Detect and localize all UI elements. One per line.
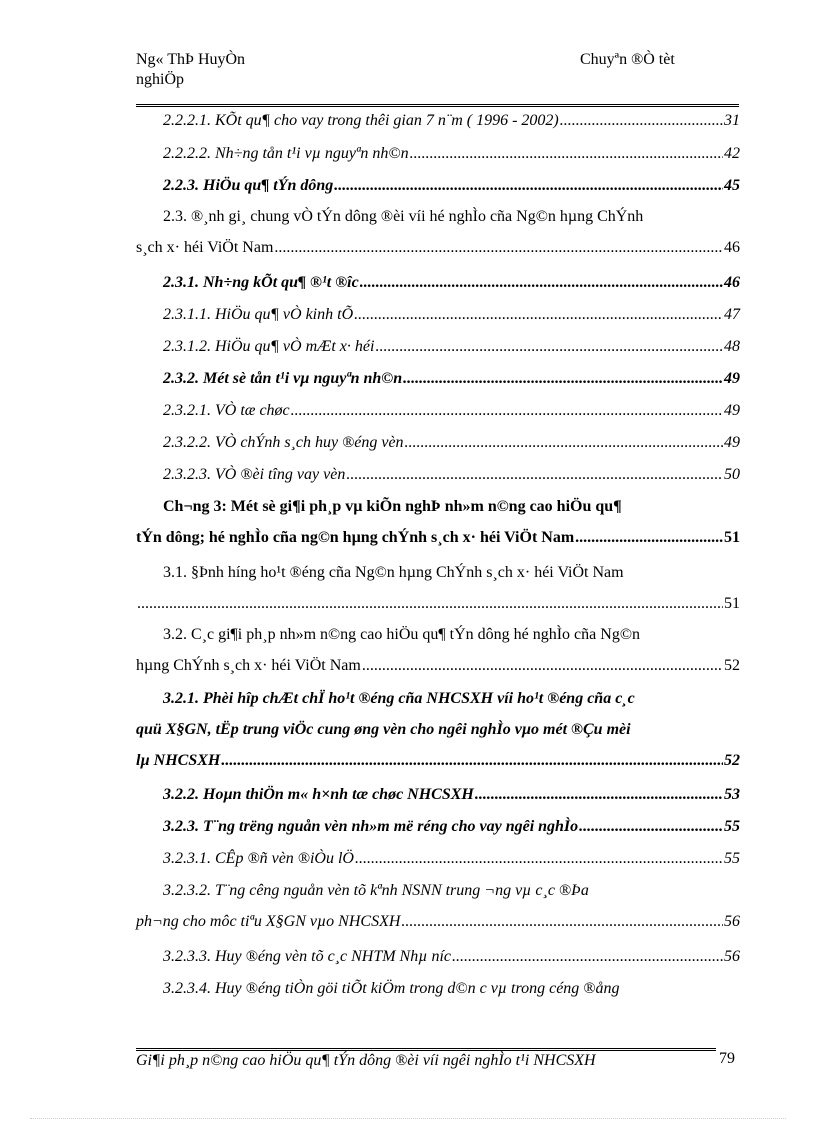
toc-entry: 2.3.1.2. HiÖu qu¶ vÒ mÆt x· héi ..... 48 [136,338,740,356]
toc-entry: 2.3. ®¸nh gi¸ chung vÒ tÝn dông ®èi víi hé nghÌo cña Ng©n hµng ChÝnh s¸ch x· héi ViÖt Nam ..... 46 [136,208,740,257]
toc-entry-chapter: Ch¬ng 3: Mét sè gi¶i ph¸p vµ kiÕn nghÞ nh»m n©ng cao hiÖu qu¶ tÝn dông; hé nghÌo cña ng©n hµng chÝnh s¸ch x· héi ViÖt Nam ..... 51 [136,498,740,547]
toc-entry: 2.2.2.1. KÕt qu¶ cho vay trong thêi gian 7 n¨m ( 1996 - 2002) ..... 31 [136,112,740,130]
toc-entry: 2.3.2.3. VÒ ®èi tîng vay vèn ..... 50 [136,466,740,484]
toc-entry: 3.2.1. Phèi hîp chÆt chÏ ho¹t ®éng cña NHCSXH víi ho¹t ®éng cña c¸c quü X§GN, tËp trung viÖc cung øng vèn cho ngêi nghÌo vµo mét ®Çu mèi lµ NHCSXH ..... 52 [136,690,740,770]
toc-entry: 3.2.3.4. Huy ®éng tiÒn göi tiÕt kiÖm trong d©n c vµ trong céng ®ång [163,980,620,997]
toc-entry: 2.2.3. HiÖu qu¶ tÝn dông ..... 45 [136,177,740,195]
toc-entry: 2.3.2.1. VÒ tæ chøc ..... 49 [136,402,740,420]
page-header [136,50,736,106]
toc-entry: 2.3.1.1. HiÖu qu¶ vÒ kinh tÕ ..... 47 [136,306,740,324]
page-edge [30,1118,786,1119]
toc-entry: 3.2.3.1. CÊp ®ñ vèn ®iÒu lÖ ..... 55 [136,850,740,868]
footer-rule [136,1048,716,1051]
toc-entry: 3.2.3.2. T¨ng cêng nguån vèn tõ kªnh NSNN trung ¬ng vµ c¸c ®Þa ph¬ng cho môc tiªu X§GN vµo NHCSXH ..... 56 [136,882,740,931]
toc-entry: 3.2.3.3. Huy ®éng vèn tõ c¸c NHTM Nhµ níc ..... 56 [136,948,740,966]
toc-entry: 3.1. §Þnh híng ho¹t ®éng cña Ng©n hµng ChÝnh s¸ch x· héi ViÖt Nam ..... 51 [136,564,740,613]
toc-entry: 2.3.2. Mét sè tån t¹i vµ nguyªn nh©n ..... 49 [136,370,740,388]
header-author-line2: nghiÖp [136,71,184,88]
page-number: 79 [719,1050,735,1067]
header-rule [136,104,739,107]
toc-entry: 3.2. C¸c gi¶i ph¸p nh»m n©ng cao hiÖu qu¶ tÝn dông hé nghÌo cña Ng©n hµng ChÝnh s¸ch x· héi ViÖt Nam ..... 52 [136,626,740,675]
toc-entry: 2.3.1. Nh÷ng kÕt qu¶ ®¹t ®îc ..... 46 [136,274,740,292]
header-doc-type: Chuyªn ®Ò tèt [580,51,675,68]
toc-entry: 3.2.3. T¨ng trëng nguån vèn nh»m më réng cho vay ngêi nghÌo ..... 55 [136,818,740,836]
header-author [136,50,336,90]
toc-entry: 2.2.2.2. Nh÷ng tån t¹i vµ nguyªn nh©n ..... 42 [136,145,740,163]
toc-entry: 2.3.2.2. VÒ chÝnh s¸ch huy ®éng vèn ..... 49 [136,434,740,452]
toc-entry: 3.2.2. Hoµn thiÖn m« h×nh tæ chøc NHCSXH ..... 53 [136,786,740,804]
header-author-line1: Ng« ThÞ HuyÒn [136,51,246,68]
footer-title: Gi¶i ph¸p n©ng cao hiÖu qu¶ tÝn dông ®èi víi ngêi nghÌo t¹i NHCSXH [136,1052,596,1069]
